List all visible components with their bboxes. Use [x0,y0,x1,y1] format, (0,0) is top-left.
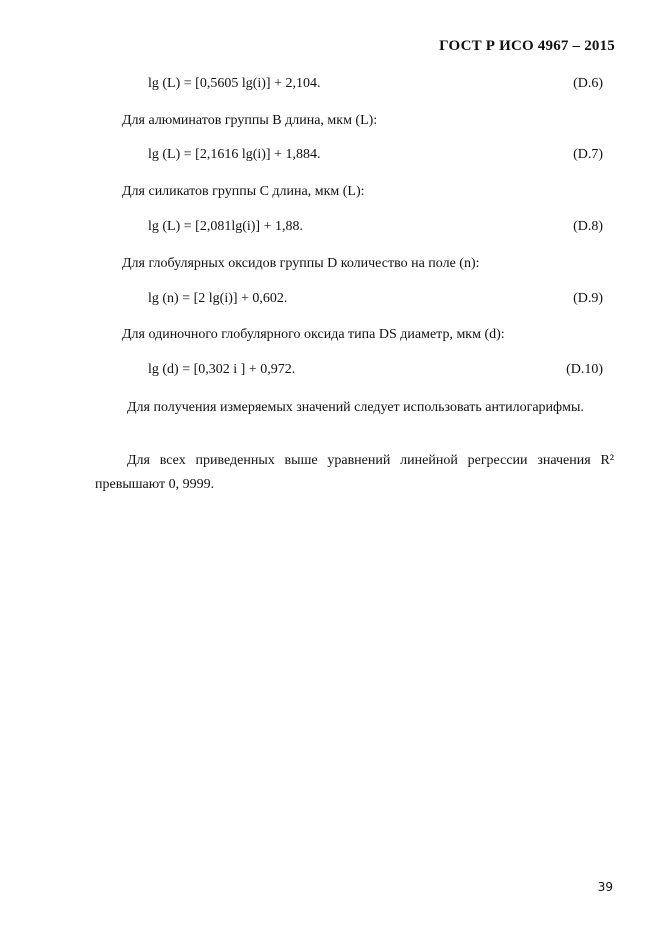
equation-number-d8: (D.8) [573,219,603,234]
equation-d9: lg (n) = [2 lg(i)] + 0,602. [148,291,288,306]
label-globular-oxides: Для глобулярных оксидов группы D количество на поле (n): [122,256,480,271]
equation-d8: lg (L) = [2,081lg(i)] + 1,88. [148,219,303,234]
equation-d7: lg (L) = [2,1616 lg(i)] + 1,884. [148,147,321,162]
equation-number-d6: (D.6) [573,76,603,91]
paragraph-antilog: Для получения измеряемых значений следует использовать антилогарифмы. [127,400,584,415]
label-aluminates: Для алюминатов группы В длина, мкм (L): [122,113,378,128]
label-single-oxide: Для одиночного глобулярного оксида типа DS диаметр, мкм (d): [122,327,505,342]
paragraph-r-squared: Для всех приведенных выше уравнений линейной регрессии значения R² превышают 0, 9999. [95,453,614,492]
label-silicates: Для силикатов группы С длина, мкм (L): [122,184,365,199]
equation-number-d9: (D.9) [573,291,603,306]
document-header: ГОСТ Р ИСО 4967 – 2015 [439,38,615,54]
equation-number-d10: (D.10) [566,362,603,377]
equation-number-d7: (D.7) [573,147,603,162]
page-number: 39 [597,880,613,894]
equation-d10: lg (d) = [0,302 i ] + 0,972. [148,362,296,377]
equation-d6: lg (L) = [0,5605 lg(i)] + 2,104. [148,76,321,91]
